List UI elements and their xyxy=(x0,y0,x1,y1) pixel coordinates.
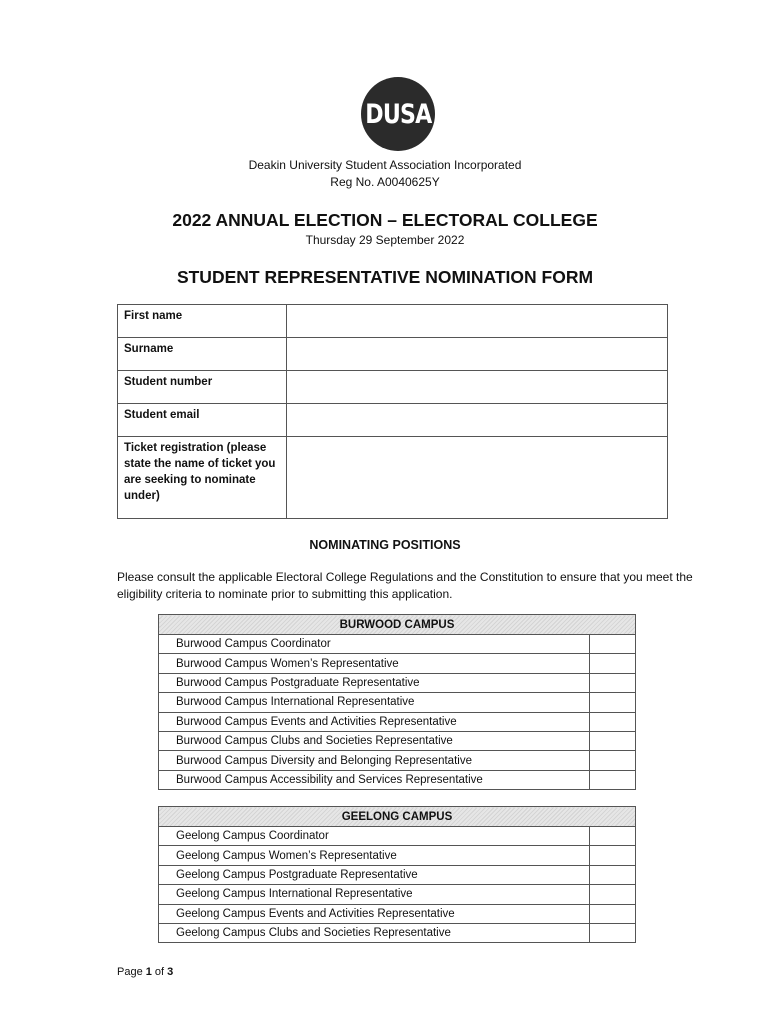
first-name-row xyxy=(118,305,668,338)
dusa-logo xyxy=(361,77,435,151)
student-email-field[interactable] xyxy=(287,404,668,437)
position-selection-cell[interactable] xyxy=(590,673,636,692)
election-date: Thursday 29 September 2022 xyxy=(305,233,465,247)
position-label: Geelong Campus Events and Activities Representative xyxy=(159,904,590,923)
geelong-campus-table xyxy=(158,806,636,943)
position-selection-cell[interactable] xyxy=(590,693,636,712)
ticket-registration-row xyxy=(118,437,668,519)
surname-label: Surname xyxy=(118,338,287,371)
position-row xyxy=(159,751,636,770)
position-label: Geelong Campus Women’s Representative xyxy=(159,846,590,865)
ticket-registration-label: Ticket registration (please state the name of ticket you are seeking to nominate under) xyxy=(118,437,287,519)
position-row xyxy=(159,654,636,673)
position-selection-cell[interactable] xyxy=(590,885,636,904)
student-number-field[interactable] xyxy=(287,371,668,404)
surname-field[interactable] xyxy=(287,338,668,371)
position-selection-cell[interactable] xyxy=(590,731,636,750)
position-label: Geelong Campus Coordinator xyxy=(159,827,590,846)
organisation-name: Deakin University Student Association Incorporated xyxy=(248,158,522,172)
position-label: Geelong Campus Clubs and Societies Representative xyxy=(159,923,590,942)
position-row xyxy=(159,693,636,712)
position-row xyxy=(159,731,636,750)
nominee-details-table xyxy=(117,304,668,519)
burwood-campus-table xyxy=(158,614,636,790)
position-label: Burwood Campus Clubs and Societies Representative xyxy=(159,731,590,750)
burwood-campus-heading: BURWOOD CAMPUS xyxy=(159,615,636,635)
position-selection-cell[interactable] xyxy=(590,846,636,865)
logo-text: DUSA xyxy=(364,98,432,130)
surname-row xyxy=(118,338,668,371)
position-label: Geelong Campus International Representative xyxy=(159,885,590,904)
position-label: Burwood Campus Coordinator xyxy=(159,635,590,654)
position-selection-cell[interactable] xyxy=(590,770,636,789)
first-name-label: First name xyxy=(118,305,287,338)
position-label: Burwood Campus Events and Activities Representative xyxy=(159,712,590,731)
student-number-label: Student number xyxy=(118,371,287,404)
student-email-label: Student email xyxy=(118,404,287,437)
position-row xyxy=(159,885,636,904)
student-email-row xyxy=(118,404,668,437)
position-row xyxy=(159,635,636,654)
form-title: STUDENT REPRESENTATIVE NOMINATION FORM xyxy=(176,267,594,287)
position-selection-cell[interactable] xyxy=(590,751,636,770)
registration-number: Reg No. A0040625Y xyxy=(330,175,440,189)
position-row xyxy=(159,923,636,942)
position-label: Burwood Campus Diversity and Belonging Representative xyxy=(159,751,590,770)
ticket-registration-field[interactable] xyxy=(287,437,668,519)
position-selection-cell[interactable] xyxy=(590,827,636,846)
position-row xyxy=(159,865,636,884)
nominating-positions-heading: NOMINATING POSITIONS xyxy=(309,538,461,552)
eligibility-instructions: Please consult the applicable Electoral College Regulations and the Constitution to ensure that you meet the eligibility criteria to nominate prior to submitting this application. xyxy=(117,570,693,601)
position-row xyxy=(159,846,636,865)
student-number-row xyxy=(118,371,668,404)
position-label: Geelong Campus Postgraduate Representative xyxy=(159,865,590,884)
position-selection-cell[interactable] xyxy=(590,904,636,923)
position-selection-cell[interactable] xyxy=(590,923,636,942)
page-prefix: Page xyxy=(117,966,146,978)
page-number xyxy=(117,966,173,978)
page-current: 1 xyxy=(145,966,152,978)
position-label: Burwood Campus Women’s Representative xyxy=(159,654,590,673)
first-name-field[interactable] xyxy=(287,305,668,338)
geelong-campus-heading: GEELONG CAMPUS xyxy=(159,807,636,827)
page-total: 3 xyxy=(167,966,174,978)
election-title: 2022 ANNUAL ELECTION – ELECTORAL COLLEGE xyxy=(172,210,598,230)
position-row xyxy=(159,904,636,923)
position-row xyxy=(159,770,636,789)
position-selection-cell[interactable] xyxy=(590,635,636,654)
position-row xyxy=(159,827,636,846)
position-selection-cell[interactable] xyxy=(590,865,636,884)
page-of: of xyxy=(151,966,168,978)
position-label: Burwood Campus International Representative xyxy=(159,693,590,712)
position-label: Burwood Campus Postgraduate Representative xyxy=(159,673,590,692)
position-selection-cell[interactable] xyxy=(590,712,636,731)
position-row xyxy=(159,712,636,731)
position-row xyxy=(159,673,636,692)
position-selection-cell[interactable] xyxy=(590,654,636,673)
position-label: Burwood Campus Accessibility and Services Representative xyxy=(159,770,590,789)
